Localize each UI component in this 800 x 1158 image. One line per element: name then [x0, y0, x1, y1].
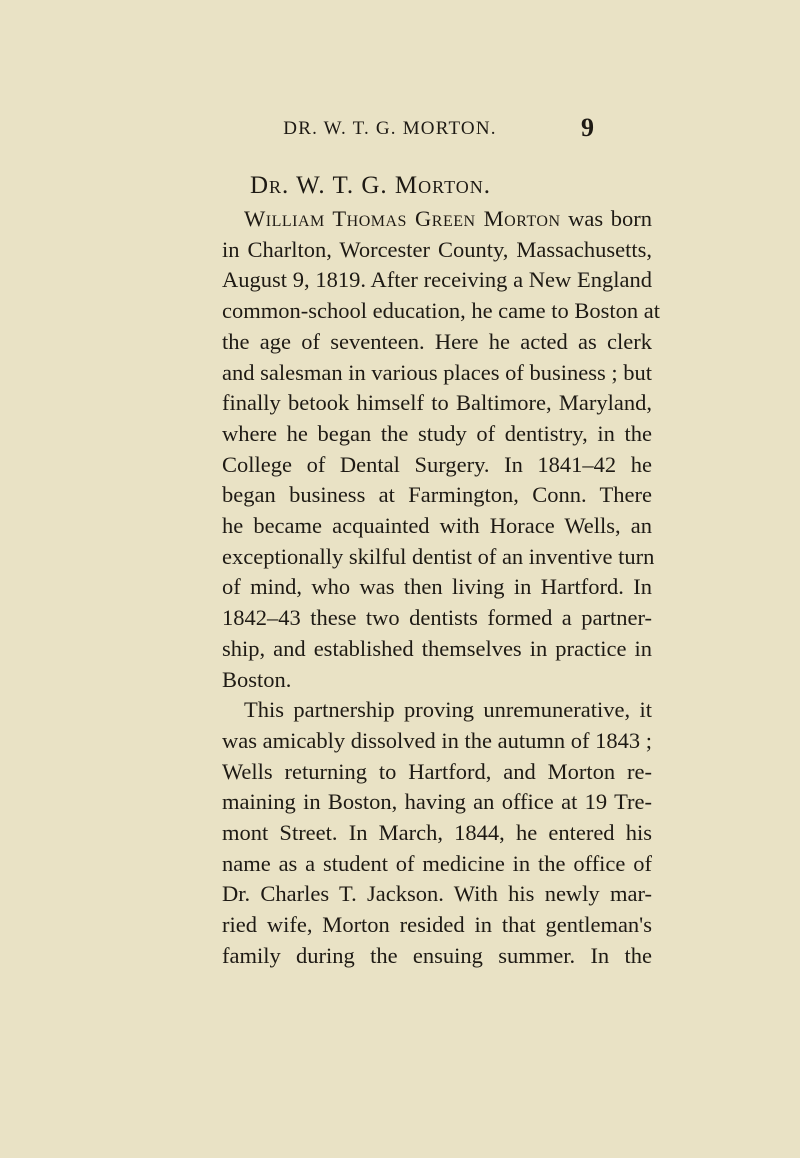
paragraph-2: [222, 695, 652, 971]
text-line: family during the ensuing summer. In the: [222, 942, 652, 968]
text-line: 1842–43 these two dentists formed a partner-: [222, 605, 652, 631]
text-line: This partnership proving unremunerative, it: [244, 697, 652, 723]
running-title: DR. W. T. G. MORTON.: [283, 118, 497, 139]
text-line: ship, and established themselves in practice in: [222, 635, 652, 661]
text-line: William Thomas Green Morton was born: [244, 206, 652, 231]
running-head: [200, 113, 594, 142]
text-line: was amicably dissolved in the autumn of 1843 ;: [222, 727, 652, 753]
text-line: name as a student of medicine in the office of: [222, 850, 652, 876]
text-line: and salesman in various places of business ; but: [222, 359, 652, 385]
paragraph-1: [222, 204, 661, 695]
text-line: the age of seventeen. Here he acted as clerk: [222, 328, 652, 354]
text-line: Dr. Charles T. Jackson. With his newly mar-: [222, 881, 652, 907]
text-line: of mind, who was then living in Hartford. In: [222, 574, 652, 600]
text-line: College of Dental Surgery. In 1841–42 he: [222, 451, 652, 477]
chapter-title: Dr. W. T. G. Morton.: [250, 172, 491, 199]
text-line: began business at Farmington, Conn. There: [222, 482, 652, 508]
text-line: maining in Boston, having an office at 19 Tre-: [222, 789, 652, 815]
text-line: exceptionally skilful dentist of an inventive turn: [222, 543, 655, 569]
lead-name: William Thomas Green Morton: [244, 206, 561, 231]
text-line: where he began the study of dentistry, in the: [222, 420, 652, 446]
text-line: common-school education, he came to Boston at: [222, 298, 661, 324]
text-line: August 9, 1819. After receiving a New England: [222, 267, 652, 293]
text-line: finally betook himself to Baltimore, Maryland,: [222, 390, 652, 416]
text-line: ried wife, Morton resided in that gentleman's: [222, 912, 652, 938]
text-line: Boston.: [222, 666, 292, 692]
text-line: he became acquainted with Horace Wells, an: [222, 513, 652, 539]
text-line: mont Street. In March, 1844, he entered his: [222, 820, 652, 846]
body-text: [222, 204, 661, 972]
text-line: Wells returning to Hartford, and Morton re-: [222, 758, 652, 784]
text-line: in Charlton, Worcester County, Massachusetts,: [222, 236, 652, 262]
page-number: 9: [581, 113, 594, 142]
